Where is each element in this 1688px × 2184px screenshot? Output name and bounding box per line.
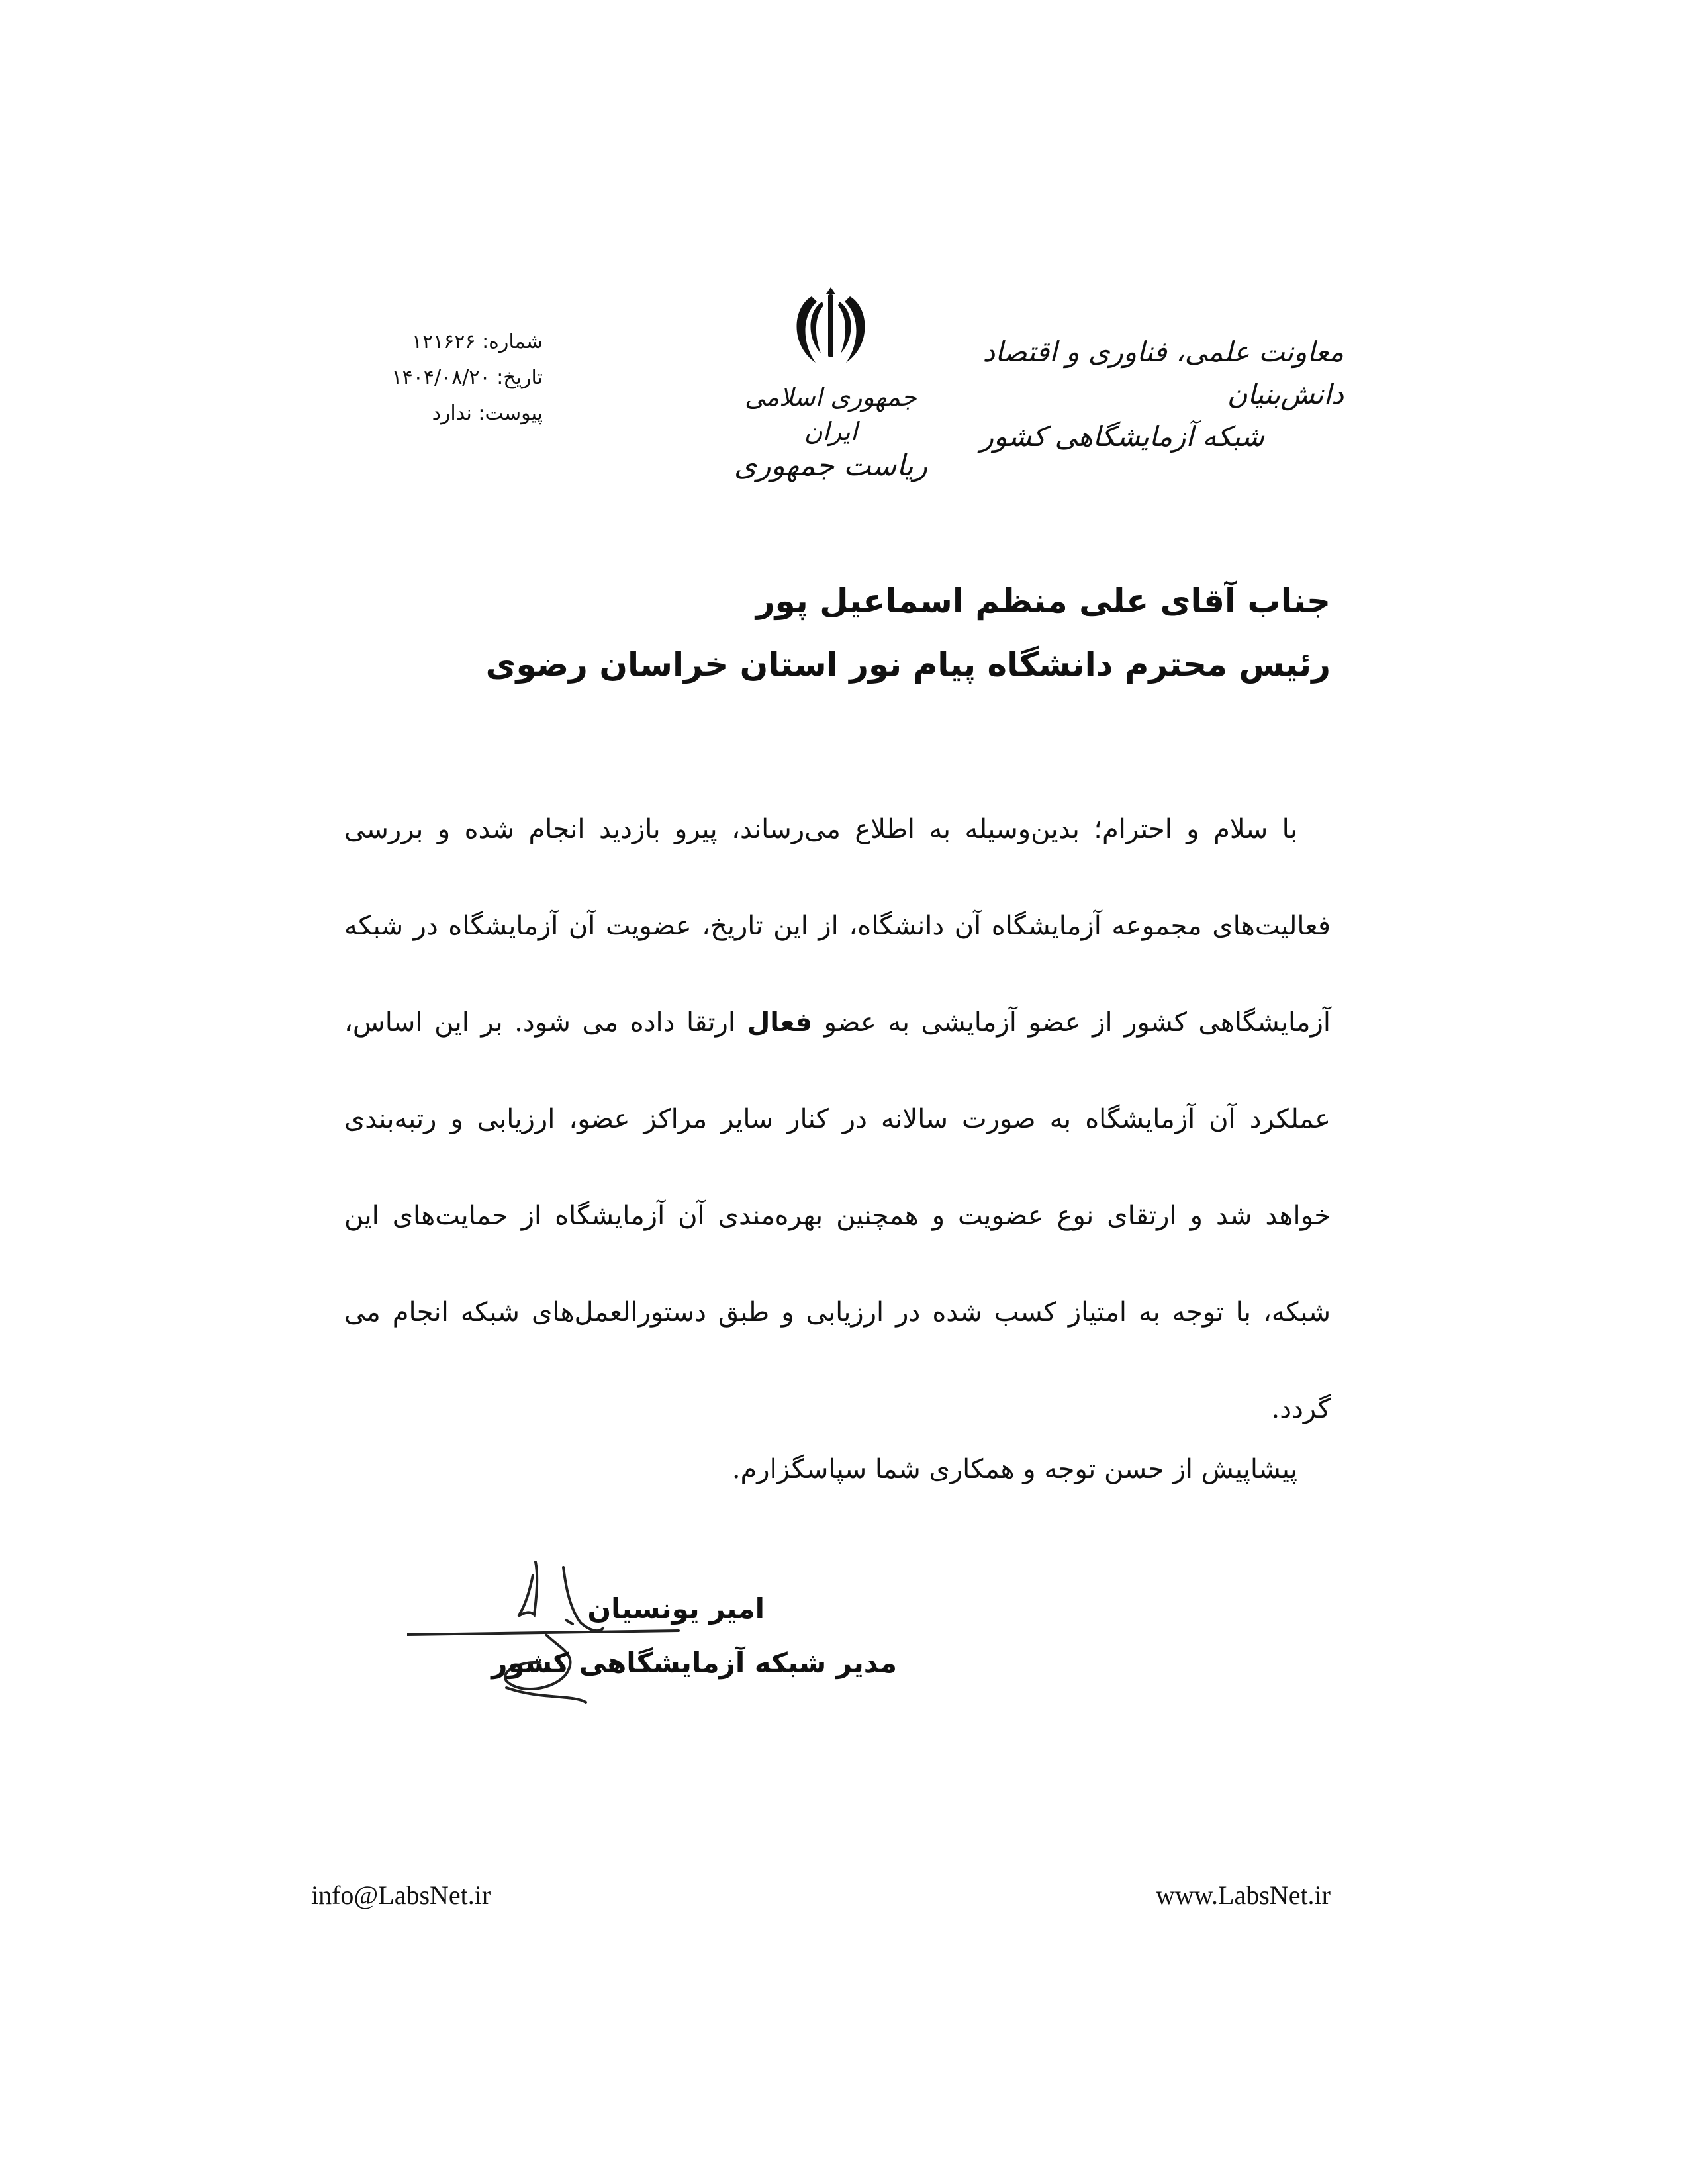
attachment-value: ندارد	[432, 402, 472, 425]
footer-email[interactable]: info@LabsNet.ir	[311, 1880, 491, 1910]
org-name-line2: شبکه آزمایشگاهی کشور	[980, 420, 1264, 453]
signer-title: مدیر شبکه آزمایشگاهی کشور	[491, 1647, 897, 1679]
signer-block	[301, 1582, 897, 1690]
emblem-caption-line2: ریاست جمهوری	[733, 449, 928, 482]
letter-number	[344, 324, 543, 360]
addressee-title: رئیس محترم دانشگاه پیام نور استان خراسان رضوی	[485, 645, 1331, 684]
attachment-label: پیوست:	[478, 402, 543, 425]
iran-emblem-icon	[788, 285, 874, 371]
date-label: تاریخ:	[496, 366, 543, 389]
footer-website[interactable]: www.LabsNet.ir	[1155, 1880, 1331, 1910]
number-value: ۱۲۱۶۲۶	[411, 330, 476, 353]
signer-name: امیر یونسیان	[587, 1592, 765, 1625]
organization-header	[920, 331, 1344, 458]
body-part1: با سلام و احترام؛ بدین‌وسیله به اطلاع می‌رساند، پیرو بازدید انجام شده و بررسی فعالیت‌های مجموعه آزمایشگاه آن دانشگاه، از این تاریخ، عضویت آن آزمایشگاه در شبکه آزمایشگاهی کشور از عضو آزمایشی به عضو	[344, 814, 1331, 1038]
number-label: شماره:	[482, 330, 543, 353]
body-part2: ارتقا داده می شود. بر این اساس، عملکرد آن آزمایشگاه به صورت سالانه در کنار سایر مراکز عضو، ارزیابی و رتبه‌بندی خواهد شد و ارتقای نوع عضویت و همچنین بهره‌مندی آن آزمایشگاه از حمایت‌های این شبکه، با توجه به امتیاز کسب شده در ارزیابی و طبق دستورالعمل‌های شبکه انجام می گردد.	[344, 1007, 1331, 1424]
letter-body	[344, 781, 1331, 1457]
addressee	[338, 569, 1331, 696]
letter-attachment	[344, 396, 543, 432]
emblem-block	[731, 285, 930, 483]
emblem-caption-line1: جمهوری اسلامی ایران	[745, 383, 917, 446]
body-paragraph	[344, 781, 1331, 1457]
letter-meta	[344, 324, 543, 432]
addressee-name: جناب آقای علی منظم اسماعیل پور	[755, 582, 1331, 620]
org-name-line1: معاونت علمی، فناوری و اقتصاد دانش‌بنیان	[982, 336, 1344, 410]
letter-date	[344, 360, 543, 396]
closing-line: پیشاپیش از حسن توجه و همکاری شما سپاسگزارم.	[731, 1454, 1297, 1484]
body-bold-word: فعال	[747, 1007, 813, 1038]
date-value: ۱۴۰۴/۰۸/۲۰	[391, 366, 491, 389]
